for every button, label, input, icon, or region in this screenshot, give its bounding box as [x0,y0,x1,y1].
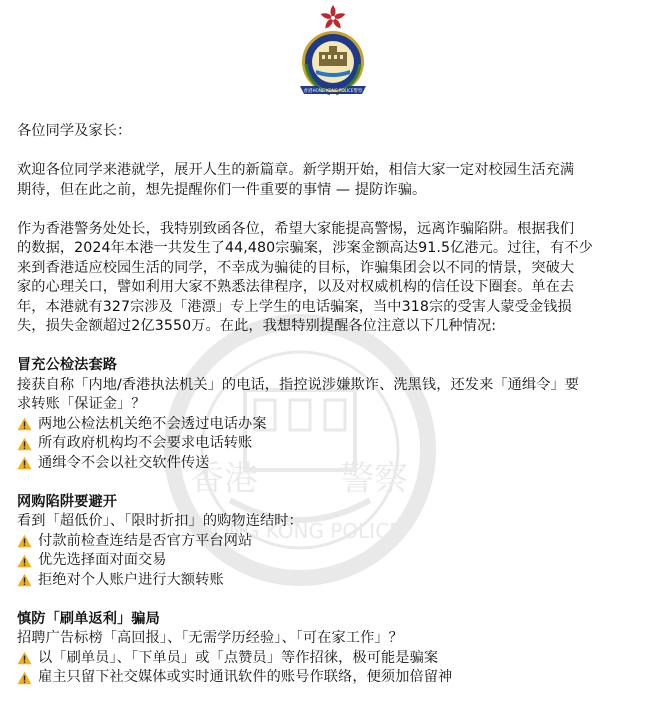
tip-text: 雇主只留下社交媒体或实时通讯软件的账号作联络，便须加倍留神 [38,669,453,685]
tip-item [17,434,657,454]
body-line: 失，损失金额超过2亿3550万。在此，我想特别提醒各位注意以下几种情况: [17,318,497,334]
hong-kong-police-crest-icon [292,2,374,102]
watermark-zh-left: 香港 [190,459,258,499]
body-line: 的数据，2024年本港一共发生了44,480宗骗案，涉案金额高达91.5亿港元。过往，有不少 [17,240,593,256]
section-desc: 接获自称「内地/香港执法机关」的电话，指控说涉嫌欺诈、洗黑钱，还发来「通缉令」要 [17,376,580,393]
section-desc: 看到「超低价」、「限时折扣」的购物连结时： [17,513,303,529]
section-desc: 求转账「保证金」？ [17,396,146,412]
warning-icon [17,573,32,587]
tip-item [17,571,657,591]
tip-text: 所有政府机构均不会要求电话转账 [38,435,253,451]
scam-section-click-farming [17,610,657,688]
watermark-zh-right: 警察 [340,459,408,499]
tip-text: 付款前检查连结是否官方平台网站 [38,532,253,549]
warning-icon [17,554,32,568]
tip-text: 以「刷单员」、「下单员」或「点赞员」等作招徕，极可能是骗案 [38,649,439,666]
body-line: 年，本港就有327宗涉及「港漂」专上学生的电话骗案，当中318宗的受害人蒙受金钱损 [17,298,572,315]
crest-ring-text: HONG KONG POLICE [312,88,354,93]
body-line: 家的心理关口，譬如利用大家不熟悉法律程序，以及对权威机构的信任设下圈套。单在去 [17,279,575,295]
intro-paragraph [17,161,657,200]
watermark-en: HONG KONG POLICE [198,519,402,543]
section-heading: 冒充公检法套路 [17,357,118,373]
tip-item [17,649,657,669]
body-line: 作为香港警务处处长，我特别致函各位，希望大家能提高警惕，远离诈骗陷阱。根据我们 [17,220,575,237]
tip-item [17,668,657,688]
tip-text: 优先选择面对面交易 [38,552,167,568]
crest-right-text: 警察 [353,89,363,94]
section-heading: 网购陷阱要避开 [17,493,118,510]
warning-icon [17,651,32,665]
warning-icon [17,456,32,470]
tip-text: 两地公检法机关绝不会透过电话办案 [38,415,267,432]
main-paragraph [17,220,657,337]
tip-item [17,454,657,474]
tip-item [17,415,657,435]
warning-icon [17,437,32,451]
body-line: 来到香港适应校园生活的同学，不幸成为骗徒的目标，诈骗集团会以不同的情景，突破大 [17,259,575,276]
intro-line: 欢迎各位同学来港就学，展开人生的新篇章。新学期开始，相信大家一定对校园生活充满 [17,162,575,178]
tip-item [17,551,657,571]
section-desc: 招聘广告标榜「高回报」、「无需学历经验」、「可在家工作」？ [17,630,403,646]
scam-section-online-shopping [17,493,657,591]
intro-line: 期待，但在此之前，想先提醒你们一件重要的事情 — 提防诈骗。 [17,181,427,198]
warning-icon [17,417,32,431]
tip-text: 拒绝对个人账户进行大额转账 [38,571,224,588]
warning-icon [17,534,32,548]
tip-text: 通缉令不会以社交软件传送 [38,454,210,471]
letter-body [17,122,657,707]
crest-left-text: 香港 [303,89,313,94]
greeting: 各位同学及家长： [17,123,132,139]
warning-icon [17,671,32,685]
tip-item [17,532,657,552]
section-heading: 慎防「刷单返利」骗局 [17,610,160,627]
scam-section-impersonation [17,356,657,473]
